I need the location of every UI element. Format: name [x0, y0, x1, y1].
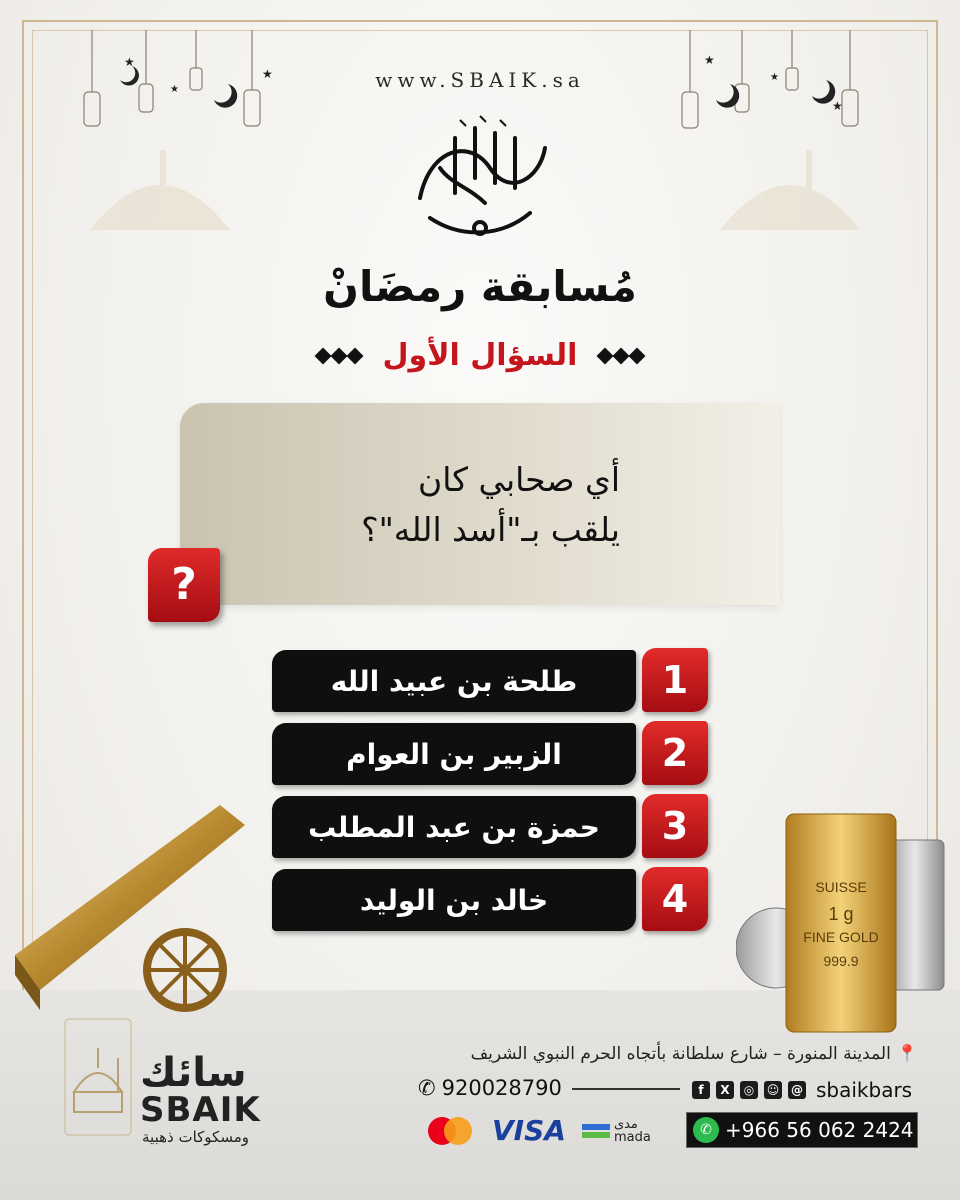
gold-bar-and-coin-image	[736, 810, 950, 1036]
question-mark-badge: ?	[148, 548, 220, 622]
social-links	[692, 1078, 912, 1102]
answer-option-1[interactable]: طلحة بن عبيد الله	[272, 650, 636, 712]
facebook-icon[interactable]: f	[692, 1081, 710, 1099]
question-number-label: السؤال الأول	[382, 338, 578, 373]
mada-arabic: مدى	[613, 1116, 638, 1132]
visa-logo: VISA	[492, 1114, 566, 1147]
svg-text:★: ★	[704, 53, 715, 67]
question-text	[200, 455, 620, 555]
brand-tagline: ومسكوكات ذهبية	[142, 1128, 249, 1146]
answer-option-3[interactable]: حمزة بن عبد المطلب	[272, 796, 636, 858]
diamond-ornament-right	[599, 350, 643, 362]
mastercard-icon	[424, 1115, 476, 1147]
svg-text:999.9: 999.9	[823, 953, 859, 969]
phone-icon: ✆	[418, 1076, 436, 1100]
brand-name-english: SBAIK	[140, 1090, 261, 1130]
svg-text:★: ★	[832, 99, 843, 113]
brand-name-arabic: سائك	[140, 1050, 247, 1096]
website-url[interactable]: www.SBAIK.sa	[375, 68, 585, 92]
gold-bar-cannon-image	[10, 785, 260, 1020]
location-pin-icon: 📍	[896, 1044, 918, 1064]
svg-text:★: ★	[124, 55, 135, 69]
question-line-2: يلقب بـ"أسد الله"؟	[361, 510, 620, 549]
divider-line	[572, 1088, 680, 1090]
phone-number[interactable]: 920028790	[441, 1076, 562, 1100]
answer-number-3[interactable]: 3	[642, 794, 708, 858]
subtitle-row	[0, 338, 960, 373]
instagram-icon[interactable]: ◎	[740, 1081, 758, 1099]
whatsapp-contact[interactable]	[686, 1112, 918, 1148]
mosque-logo-icon	[64, 1018, 132, 1136]
mada-bars-icon	[582, 1122, 610, 1140]
x-icon[interactable]: X	[716, 1081, 734, 1099]
answer-option-2[interactable]: الزبير بن العوام	[272, 723, 636, 785]
answer-number-4[interactable]: 4	[642, 867, 708, 931]
svg-text:1 g: 1 g	[828, 904, 854, 924]
svg-text:FINE GOLD: FINE GOLD	[803, 929, 879, 945]
mada-logo	[582, 1118, 651, 1144]
mada-english: mada	[613, 1129, 651, 1145]
phone-contact[interactable]	[418, 1076, 562, 1100]
svg-text:★: ★	[170, 84, 179, 95]
diamond-ornament-left	[317, 350, 361, 362]
answer-number-2[interactable]: 2	[642, 721, 708, 785]
ramadan-mubarak-calligraphy	[400, 108, 560, 258]
svg-text:SUISSE: SUISSE	[815, 879, 867, 895]
threads-icon[interactable]: @	[788, 1081, 806, 1099]
whatsapp-icon: ✆	[693, 1117, 719, 1143]
address	[471, 1044, 918, 1064]
question-line-1: أي صحابي كان	[417, 460, 620, 499]
answer-number-1[interactable]: 1	[642, 648, 708, 712]
snapchat-icon[interactable]: ☺	[764, 1081, 782, 1099]
social-handle[interactable]: sbaikbars	[816, 1078, 913, 1102]
answer-option-4[interactable]: خالد بن الوليد	[272, 869, 636, 931]
address-text: المدينة المنورة – شارع سلطانة بأتجاه الحرم النبوي الشريف	[470, 1044, 891, 1064]
svg-text:★: ★	[262, 67, 273, 81]
whatsapp-number[interactable]: +966 56 062 2424	[725, 1118, 914, 1142]
contest-title: مُسابقة رمضَانْ	[323, 262, 637, 311]
svg-text:★: ★	[770, 72, 779, 83]
payment-methods	[424, 1114, 651, 1147]
